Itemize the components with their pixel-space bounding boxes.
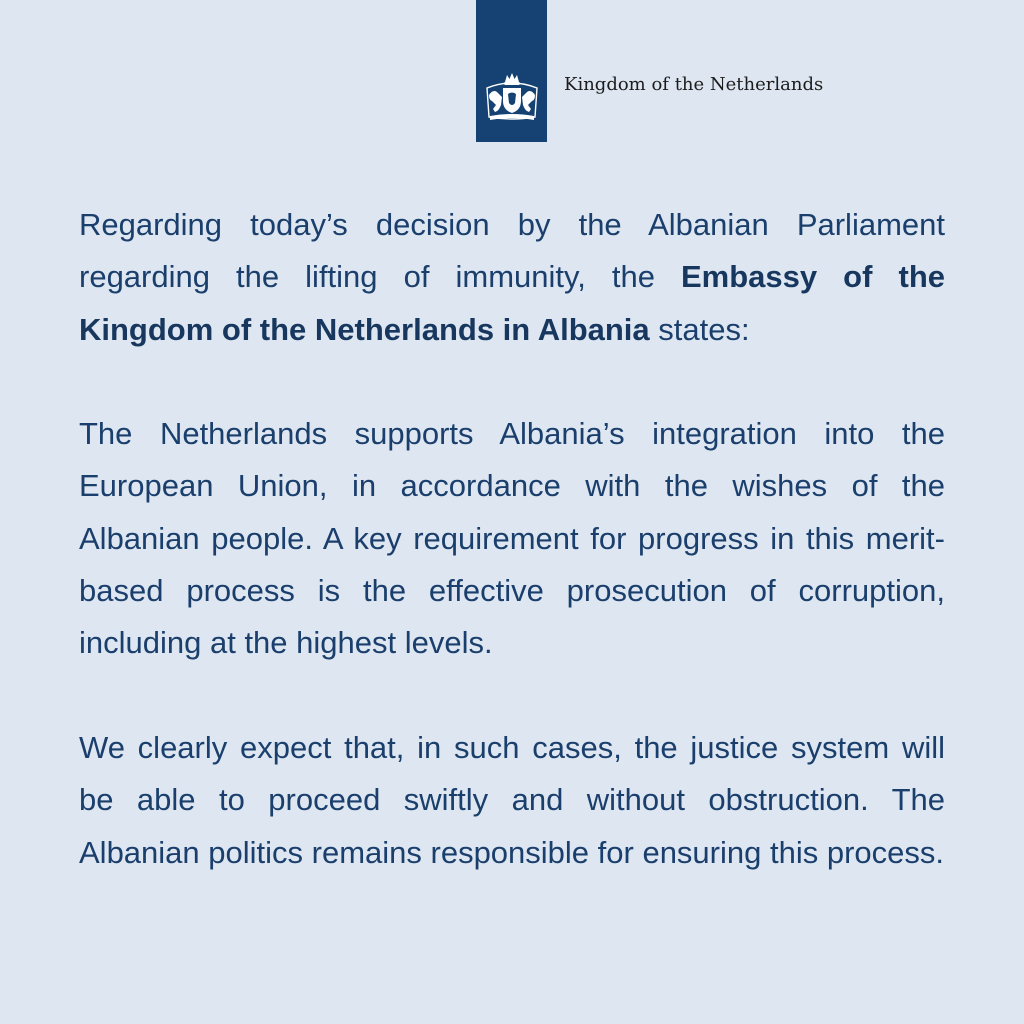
embassy-name: Embassy of the Kingdom of the Netherlands in Albania: [79, 259, 945, 347]
support-paragraph: The Netherlands supports Albania’s integration into the European Union, in accordance with the wishes of the Albanian people. A key requirement for progress in this merit-based process is the effective prosecution of corruption, including at the highest levels.: [79, 416, 945, 661]
brand-name: Kingdom of the Netherlands: [564, 74, 824, 95]
intro-text: Regarding today’s decision by the Albanian Parliament regarding the lifting of immunity, the: [79, 207, 945, 295]
intro-ending: states:: [649, 311, 750, 347]
royal-coat-of-arms-icon: [481, 70, 543, 126]
expectation-paragraph: We clearly expect that, in such cases, the justice system will be able to proceed swiftly and without obstruction. The Albanian politics remains responsible for ensuring this process.: [79, 729, 945, 870]
statement-body: [79, 199, 945, 879]
intro-paragraph: [79, 199, 945, 356]
